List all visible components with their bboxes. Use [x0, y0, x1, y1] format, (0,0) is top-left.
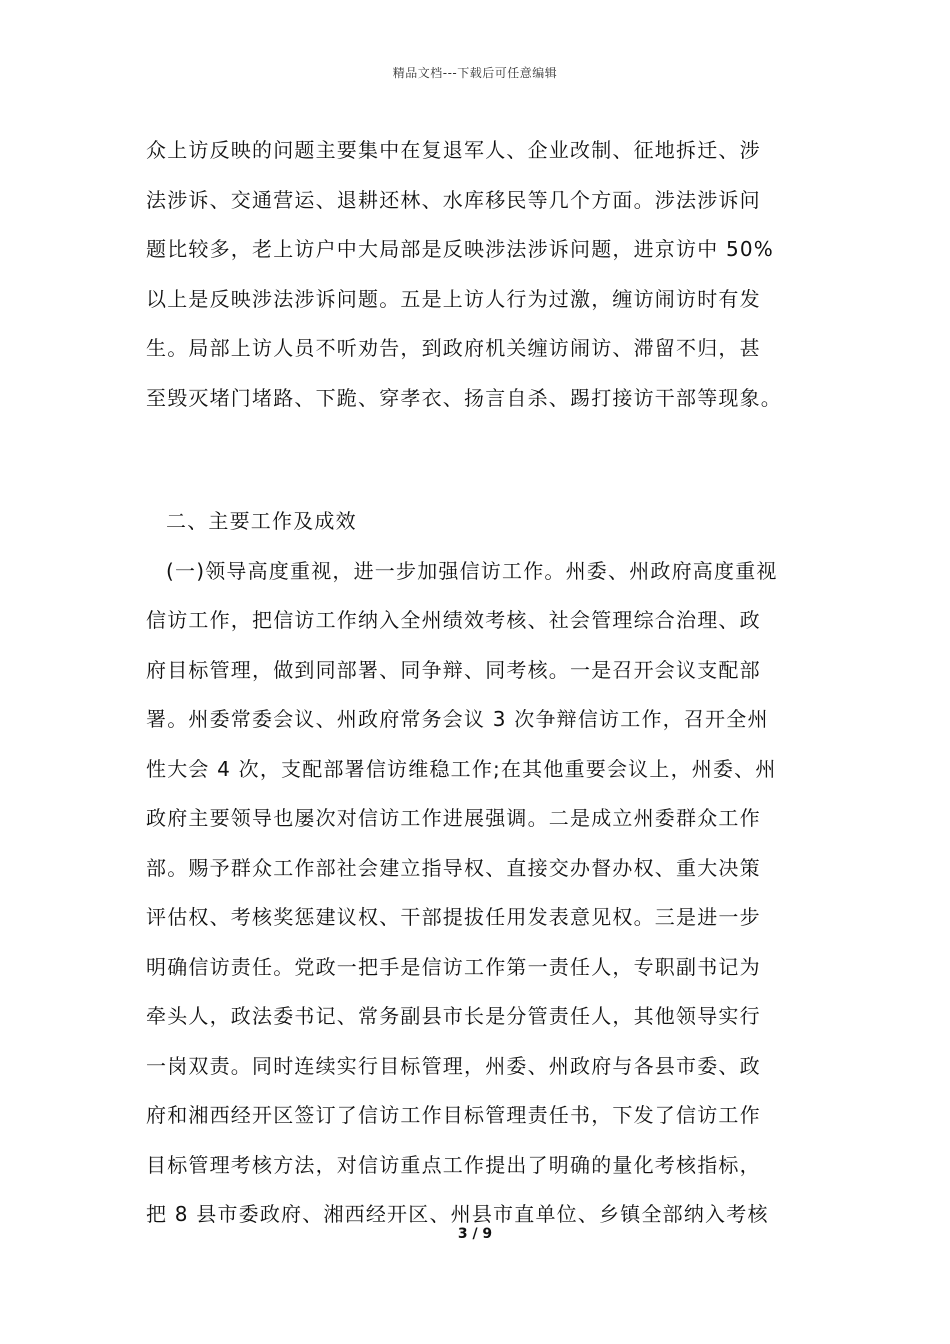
- page-number: 3 / 9: [457, 1226, 493, 1242]
- text-line: 生。局部上访人员不听劝告，到政府机关缠访闹访、滞留不归，甚: [146, 336, 761, 360]
- text-line: 以上是反映涉法涉诉问题。五是上访人行为过激，缠访闹访时有发: [146, 286, 761, 311]
- text-line: 府和湘西经开区签订了信访工作目标管理责任书，下发了信访工作: [146, 1103, 761, 1127]
- text-line: 政府主要领导也屡次对信访工作进展强调。二是成立州委群众工作: [146, 806, 761, 830]
- text-line: 题比较多，老上访户中大局部是反映涉法涉诉问题，进京访中 50%: [146, 237, 775, 261]
- paragraph-2: [146, 547, 806, 1240]
- section-heading: 二、主要工作及成效: [166, 509, 357, 533]
- paragraph-spacer: [146, 423, 806, 497]
- text-line: 信访工作，把信访工作纳入全州绩效考核、社会管理综合治理、政: [146, 608, 761, 632]
- text-line: 府目标管理，做到同部署、同争辩、同考核。一是召开会议支配部: [146, 657, 761, 682]
- text-line: 法涉诉、交通营运、退耕还林、水库移民等几个方面。涉法涉诉问: [146, 187, 761, 212]
- text-line: 性大会 4 次，支配部署信访维稳工作;在其他重要会议上，州委、州: [146, 756, 777, 781]
- text-line: 部。赐予群众工作部社会建立指导权、直接交办督办权、重大决策: [146, 855, 761, 880]
- text-line: 明确信访责任。党政一把手是信访工作第一责任人，专职副书记为: [146, 954, 761, 979]
- text-line: 目标管理考核方法，对信访重点工作提出了明确的量化考核指标，: [146, 1152, 761, 1177]
- text-line: 评估权、考核奖惩建议权、干部提拔任用发表意见权。三是进一步: [146, 905, 761, 929]
- text-line: 把 8 县市委政府、湘西经开区、州县市直单位、乡镇全部纳入考核: [146, 1202, 769, 1226]
- text-line: 一岗双责。同时连续实行目标管理，州委、州政府与各县市委、政: [146, 1053, 761, 1078]
- document-body: [146, 126, 806, 1240]
- text-line: (一)领导高度重视，进一步加强信访工作。州委、州政府高度重视: [166, 558, 778, 583]
- text-line: 署。州委常委会议、州政府常务会议 3 次争辩信访工作，召开全州: [146, 707, 769, 731]
- paragraph-1: [146, 126, 806, 423]
- text-line: 至毁灭堵门堵路、下跪、穿孝衣、扬言自杀、踢打接访干部等现象。: [146, 385, 782, 410]
- page-header: 精品文档---下载后可任意编辑: [392, 66, 558, 80]
- text-line: 牵头人，政法委书记、常务副县市长是分管责任人，其他领导实行: [146, 1004, 761, 1028]
- text-line: 众上访反映的问题主要集中在复退军人、企业改制、征地拆迁、涉: [146, 138, 761, 162]
